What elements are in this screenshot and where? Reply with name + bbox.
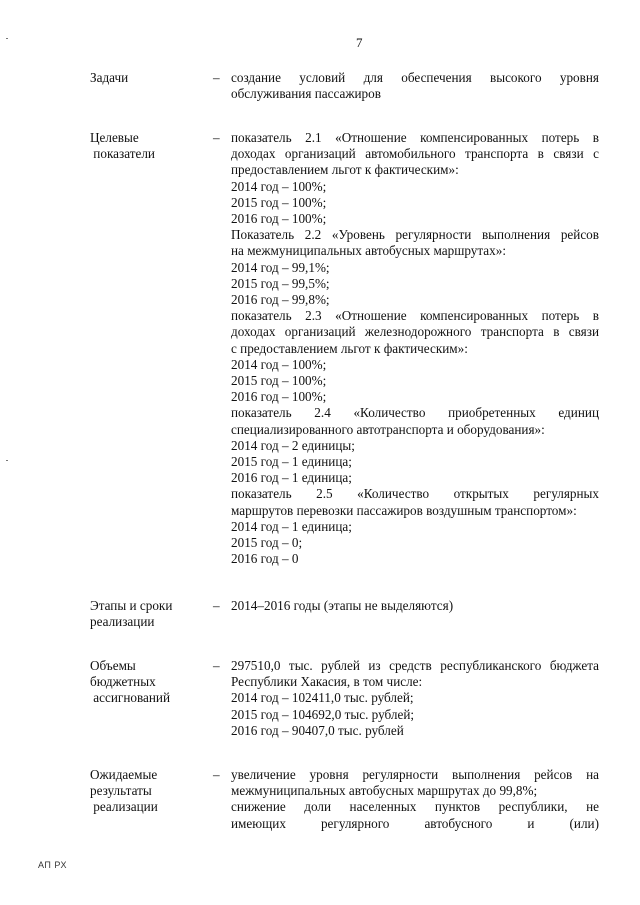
content-line: снижение доли населенных пунктов республики, не (231, 799, 599, 815)
content-line: доходах организаций железнодорожного транспорта в связи (231, 324, 599, 340)
content-line: 2015 год – 104692,0 тыс. рублей; (231, 706, 415, 722)
content-line: создание условий для обеспечения высокого уровня (231, 70, 599, 85)
content-line: на межмуниципальных автобусных маршрутах»: (231, 243, 507, 259)
page-number: 7 (356, 35, 363, 50)
row-content (231, 767, 599, 832)
content-line: предоставлением льгот к фактическим»: (231, 162, 459, 178)
content-line: показатель 2.3 «Отношение компенсированных потерь в (231, 308, 599, 324)
content-line: 2015 год – 1 единица; (231, 454, 352, 470)
content-line: 2015 год – 0; (231, 535, 303, 551)
row-label (90, 598, 210, 630)
content-line: увеличение уровня регулярности выполнения рейсов на (231, 767, 599, 782)
content-line: имеющих регулярного автобусного и (или) (231, 815, 599, 831)
content-line: 2016 год – 0 (231, 551, 299, 567)
footer-stamp: АП РХ (38, 860, 67, 870)
content-line: 2015 год – 100%; (231, 194, 327, 210)
row-content (231, 70, 599, 102)
content-line: с предоставлением льгот к фактическим»: (231, 340, 468, 356)
content-line: доходах организаций автомобильного транспорта в связи с (231, 146, 599, 162)
row-label-line: результаты (90, 783, 152, 799)
row-label-line: показатели (90, 146, 155, 162)
row-label-line: ассигнований (90, 690, 171, 706)
content-line: 2015 год – 99,5%; (231, 275, 330, 291)
content-line: 2014 год – 102411,0 тыс. рублей; (231, 690, 414, 706)
content-line: 297510,0 тыс. рублей из средств республиканского бюджета (231, 658, 599, 673)
row-dash: – (213, 598, 220, 613)
content-line: обслуживания пассажиров (231, 86, 381, 102)
content-line: 2016 год – 99,8%; (231, 292, 330, 308)
content-line: 2014–2016 годы (этапы не выделяются) (231, 598, 454, 613)
content-line: маршрутов перевозки пассажиров воздушным транспортом»: (231, 502, 577, 518)
row-label (90, 70, 210, 86)
content-line: 2016 год – 90407,0 тыс. рублей (231, 722, 404, 738)
row-dash: – (213, 70, 220, 85)
content-line: 2014 год – 2 единицы; (231, 437, 355, 453)
content-line: Республики Хакасия, в том числе: (231, 674, 423, 690)
row-label-line: Целевые (90, 130, 139, 145)
content-line: 2015 год – 100%; (231, 373, 327, 389)
row-dash: – (213, 658, 220, 673)
row-content (231, 598, 599, 614)
content-line: 2014 год – 1 единица; (231, 518, 352, 534)
content-line: 2014 год – 100%; (231, 356, 327, 372)
content-line: 2016 год – 1 единица; (231, 470, 352, 486)
row-label (90, 658, 210, 707)
row-label-line: реализации (90, 614, 155, 630)
row-label-line: Этапы и сроки (90, 598, 173, 613)
row-content (231, 130, 599, 567)
content-line: 2014 год – 100%; (231, 178, 327, 194)
row-dash: – (213, 130, 220, 145)
content-line: показатель 2.1 «Отношение компенсированных потерь в (231, 130, 599, 145)
content-line: 2014 год – 99,1%; (231, 259, 330, 275)
content-line: специализированного автотранспорта и оборудования»: (231, 421, 545, 437)
row-label-line: Задачи (90, 70, 129, 85)
row-label-line: Объемы (90, 658, 136, 673)
content-line: Показатель 2.2 «Уровень регулярности выполнения рейсов (231, 227, 599, 243)
content-line: межмуниципальных автобусных маршрутах до 99,8%; (231, 783, 538, 799)
row-content (231, 658, 599, 739)
content-line: показатель 2.5 «Количество открытых регулярных (231, 486, 599, 502)
row-dash: – (213, 767, 220, 782)
row-label (90, 767, 210, 816)
row-label-line: реализации (90, 799, 158, 815)
row-label-line: Ожидаемые (90, 767, 158, 782)
scan-margin-mark (6, 38, 8, 39)
content-line: 2016 год – 100%; (231, 389, 327, 405)
row-label (90, 130, 210, 162)
content-line: 2016 год – 100%; (231, 211, 327, 227)
content-line: показатель 2.4 «Количество приобретенных единиц (231, 405, 599, 421)
scan-margin-mark (6, 460, 8, 461)
row-label-line: бюджетных (90, 674, 156, 690)
